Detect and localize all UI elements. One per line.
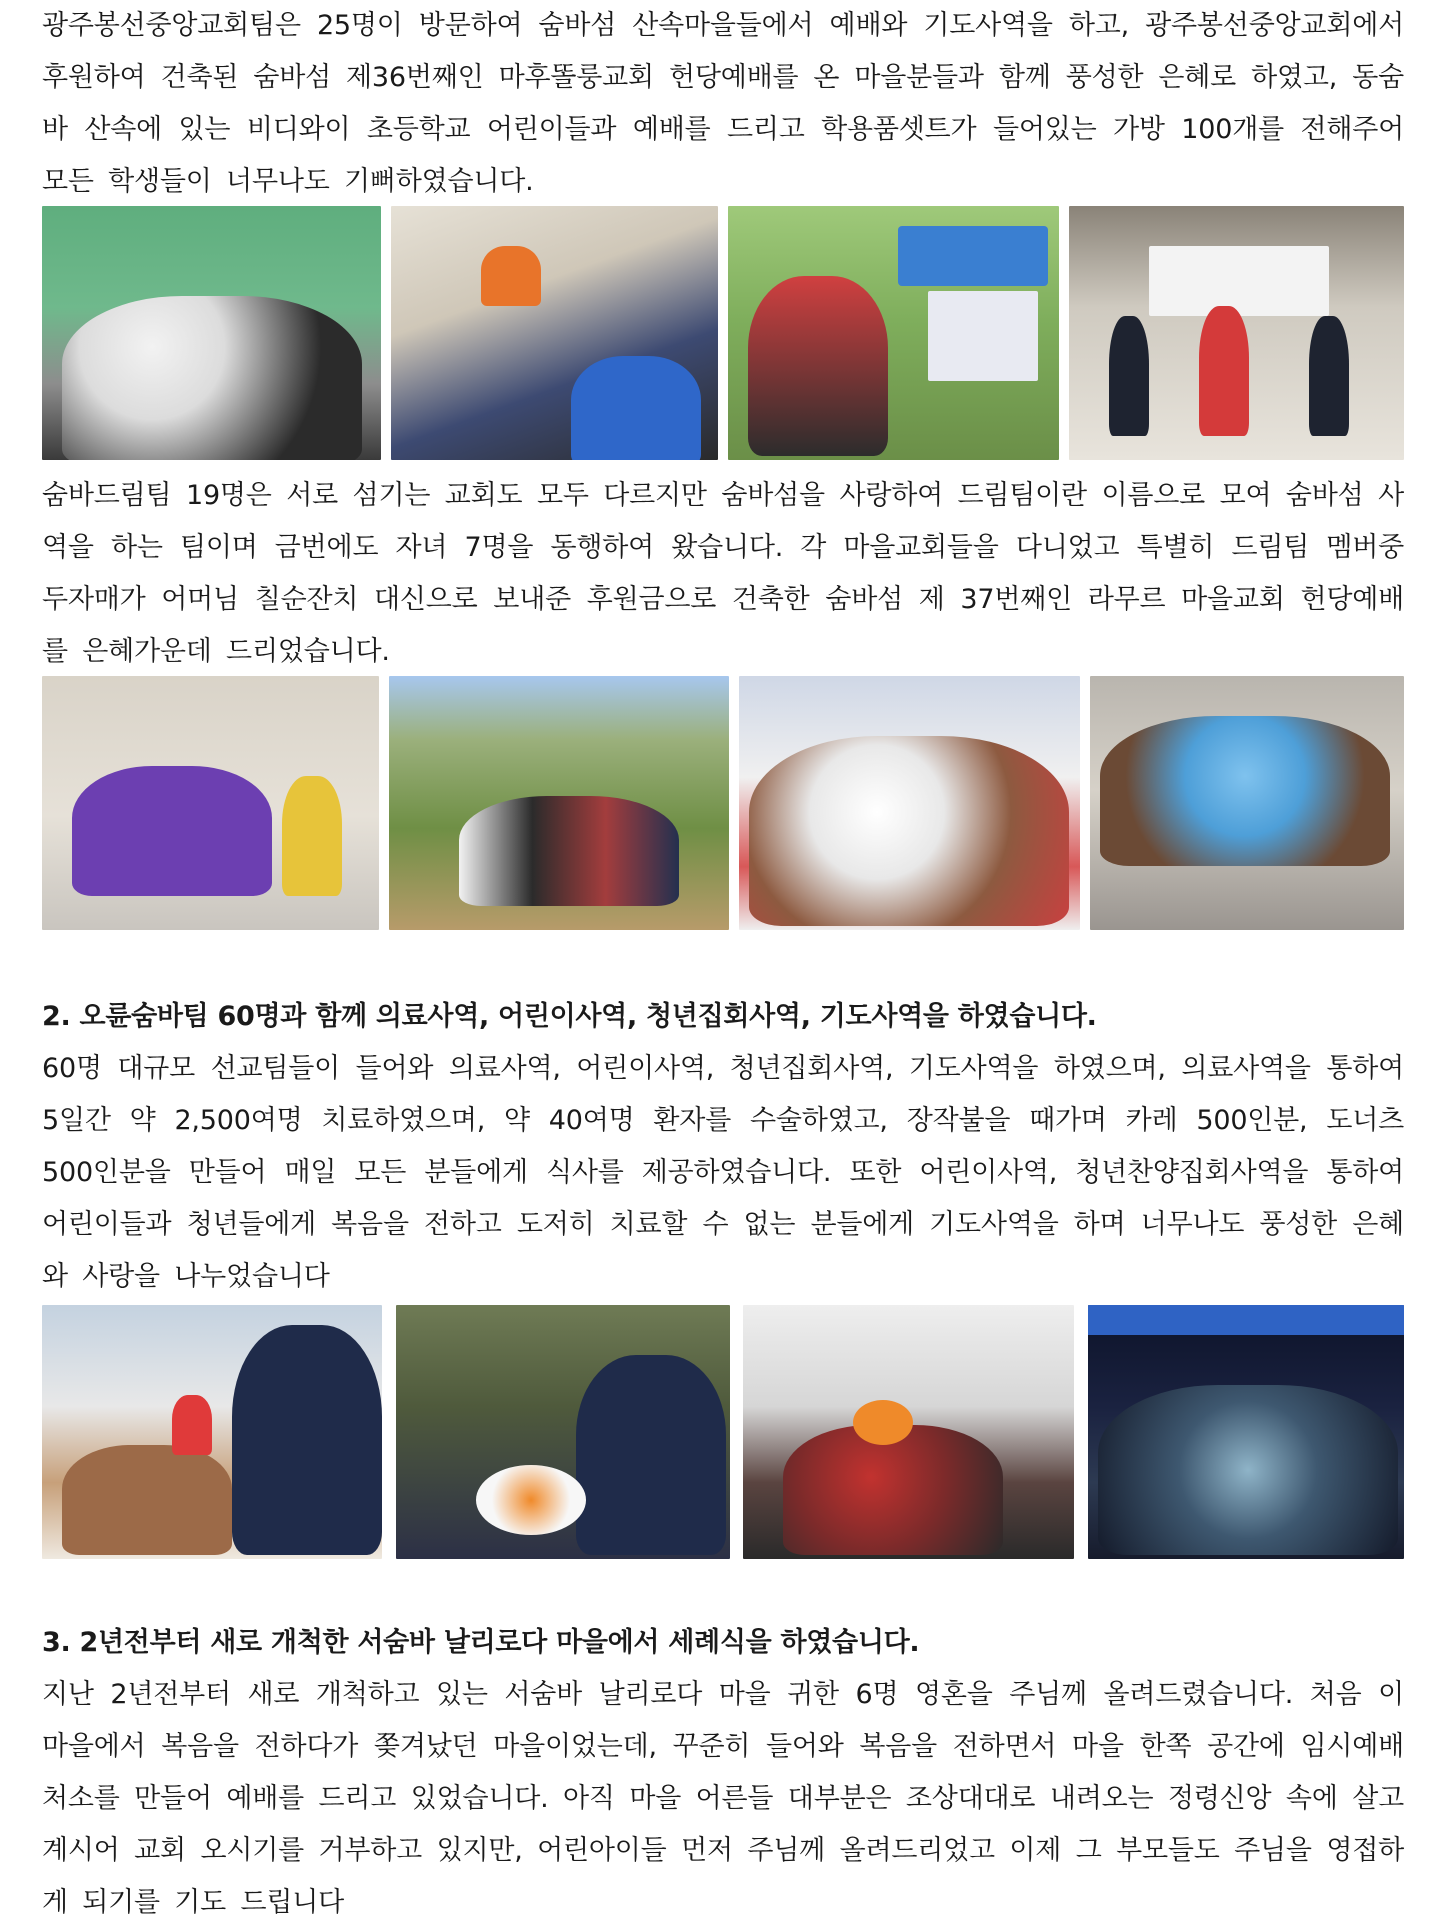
heading-oryun-team: 2. 오륜숨바팀 60명과 함께 의료사역, 어린이사역, 청년집회사역, 기도사역을 하였습니다.	[42, 1001, 1097, 1032]
prayer-floor-photo	[743, 1305, 1074, 1559]
paragraph-baptism: 지난 2년전부터 새로 개척하고 있는 서숨바 날리로다 마을 귀한 6명 영혼을 주님께 올려드렸습니다. 처음 이 마을에서 복음을 전하다가 쫒겨났던 마을이었는데, 꾸준히 들어와 복음을 전하면서 마을 한쪽 공간에 임시예배처소를 만들어 예배를 드리고 있었습니다. 아직 마을 어른들 대부분은 조상대대로 내려오는 정령신앙 속에 살고 계시어 교회 오시기를 거부하고 있지만, 어린아이들 먼저 주님께 올려드리었고 이제 그 부모들도 주님을 영접하게 되기를 기도 드립니다	[42, 1679, 1404, 1918]
photo-row-3	[42, 1305, 1404, 1559]
hillside-photo	[389, 676, 729, 930]
children-cards-photo	[1090, 676, 1404, 930]
night-gathering-photo	[1088, 1305, 1404, 1559]
photo-row-1	[42, 206, 1404, 460]
paragraph-dream-team: 숨바드림팀 19명은 서로 섬기는 교회도 모두 다르지만 숨바섬을 사랑하여 드림팀이란 이름으로 모여 숨바섬 사역을 하는 팀이며 금번에도 자녀 7명을 동행하여 왔습니다. 각 마을교회들을 다니었고 특별히 드림팀 멤버중 두자매가 어머님 칠순잔치 대신으로 보내준 후원금으로 건축한 숨바섬 제 37번째인 라무르 마을교회 헌당예배를 은혜가운데 드리었습니다.	[42, 480, 1404, 667]
dedication-photo	[1069, 206, 1404, 460]
children-crowd-photo	[739, 676, 1080, 930]
village-sign-photo	[728, 206, 1059, 460]
medical-photo	[42, 1305, 382, 1559]
photo-row-2	[42, 676, 1404, 930]
meal-photo	[396, 1305, 730, 1559]
heading-baptism: 3. 2년전부터 새로 개척한 서숨바 날리로다 마을에서 세례식을 하였습니다.	[42, 1627, 920, 1658]
paragraph-gwangju-team: 광주봉선중앙교회팀은 25명이 방문하여 숨바섬 산속마을들에서 예배와 기도사역을 하고, 광주봉선중앙교회에서 후원하여 건축된 숨바섬 제36번째인 마후똘룽교회 헌당예배를 온 마을분들과 함께 풍성한 은혜로 하였고, 동숨바 산속에 있는 비디와이 초등학교 어린이들과 예배를 드리고 학용품셋트가 들어있는 가방 100개를 전해주어 모든 학생들이 너무나도 기뻐하였습니다.	[42, 10, 1404, 197]
group-photo	[42, 206, 381, 460]
paragraph-oryun-team: 60명 대규모 선교팀들이 들어와 의료사역, 어린이사역, 청년집회사역, 기도사역을 하였으며, 의료사역을 통하여 5일간 약 2,500여명 치료하였으며, 약 40여명 환자를 수술하였고, 장작불을 때가며 카레 500인분, 도너츠 500인분을 만들어 매일 모든 분들에게 식사를 제공하였습니다. 또한 어린이사역, 청년찬양집회사역을 통하여 어린이들과 청년들에게 복음을 전하고 도저히 치료할 수 없는 분들에게 기도사역을 하며 너무나도 풍성한 은혜와 사랑을 나누었습니다	[42, 1053, 1404, 1292]
prayer-photo	[391, 206, 718, 460]
purple-team-photo	[42, 676, 379, 930]
